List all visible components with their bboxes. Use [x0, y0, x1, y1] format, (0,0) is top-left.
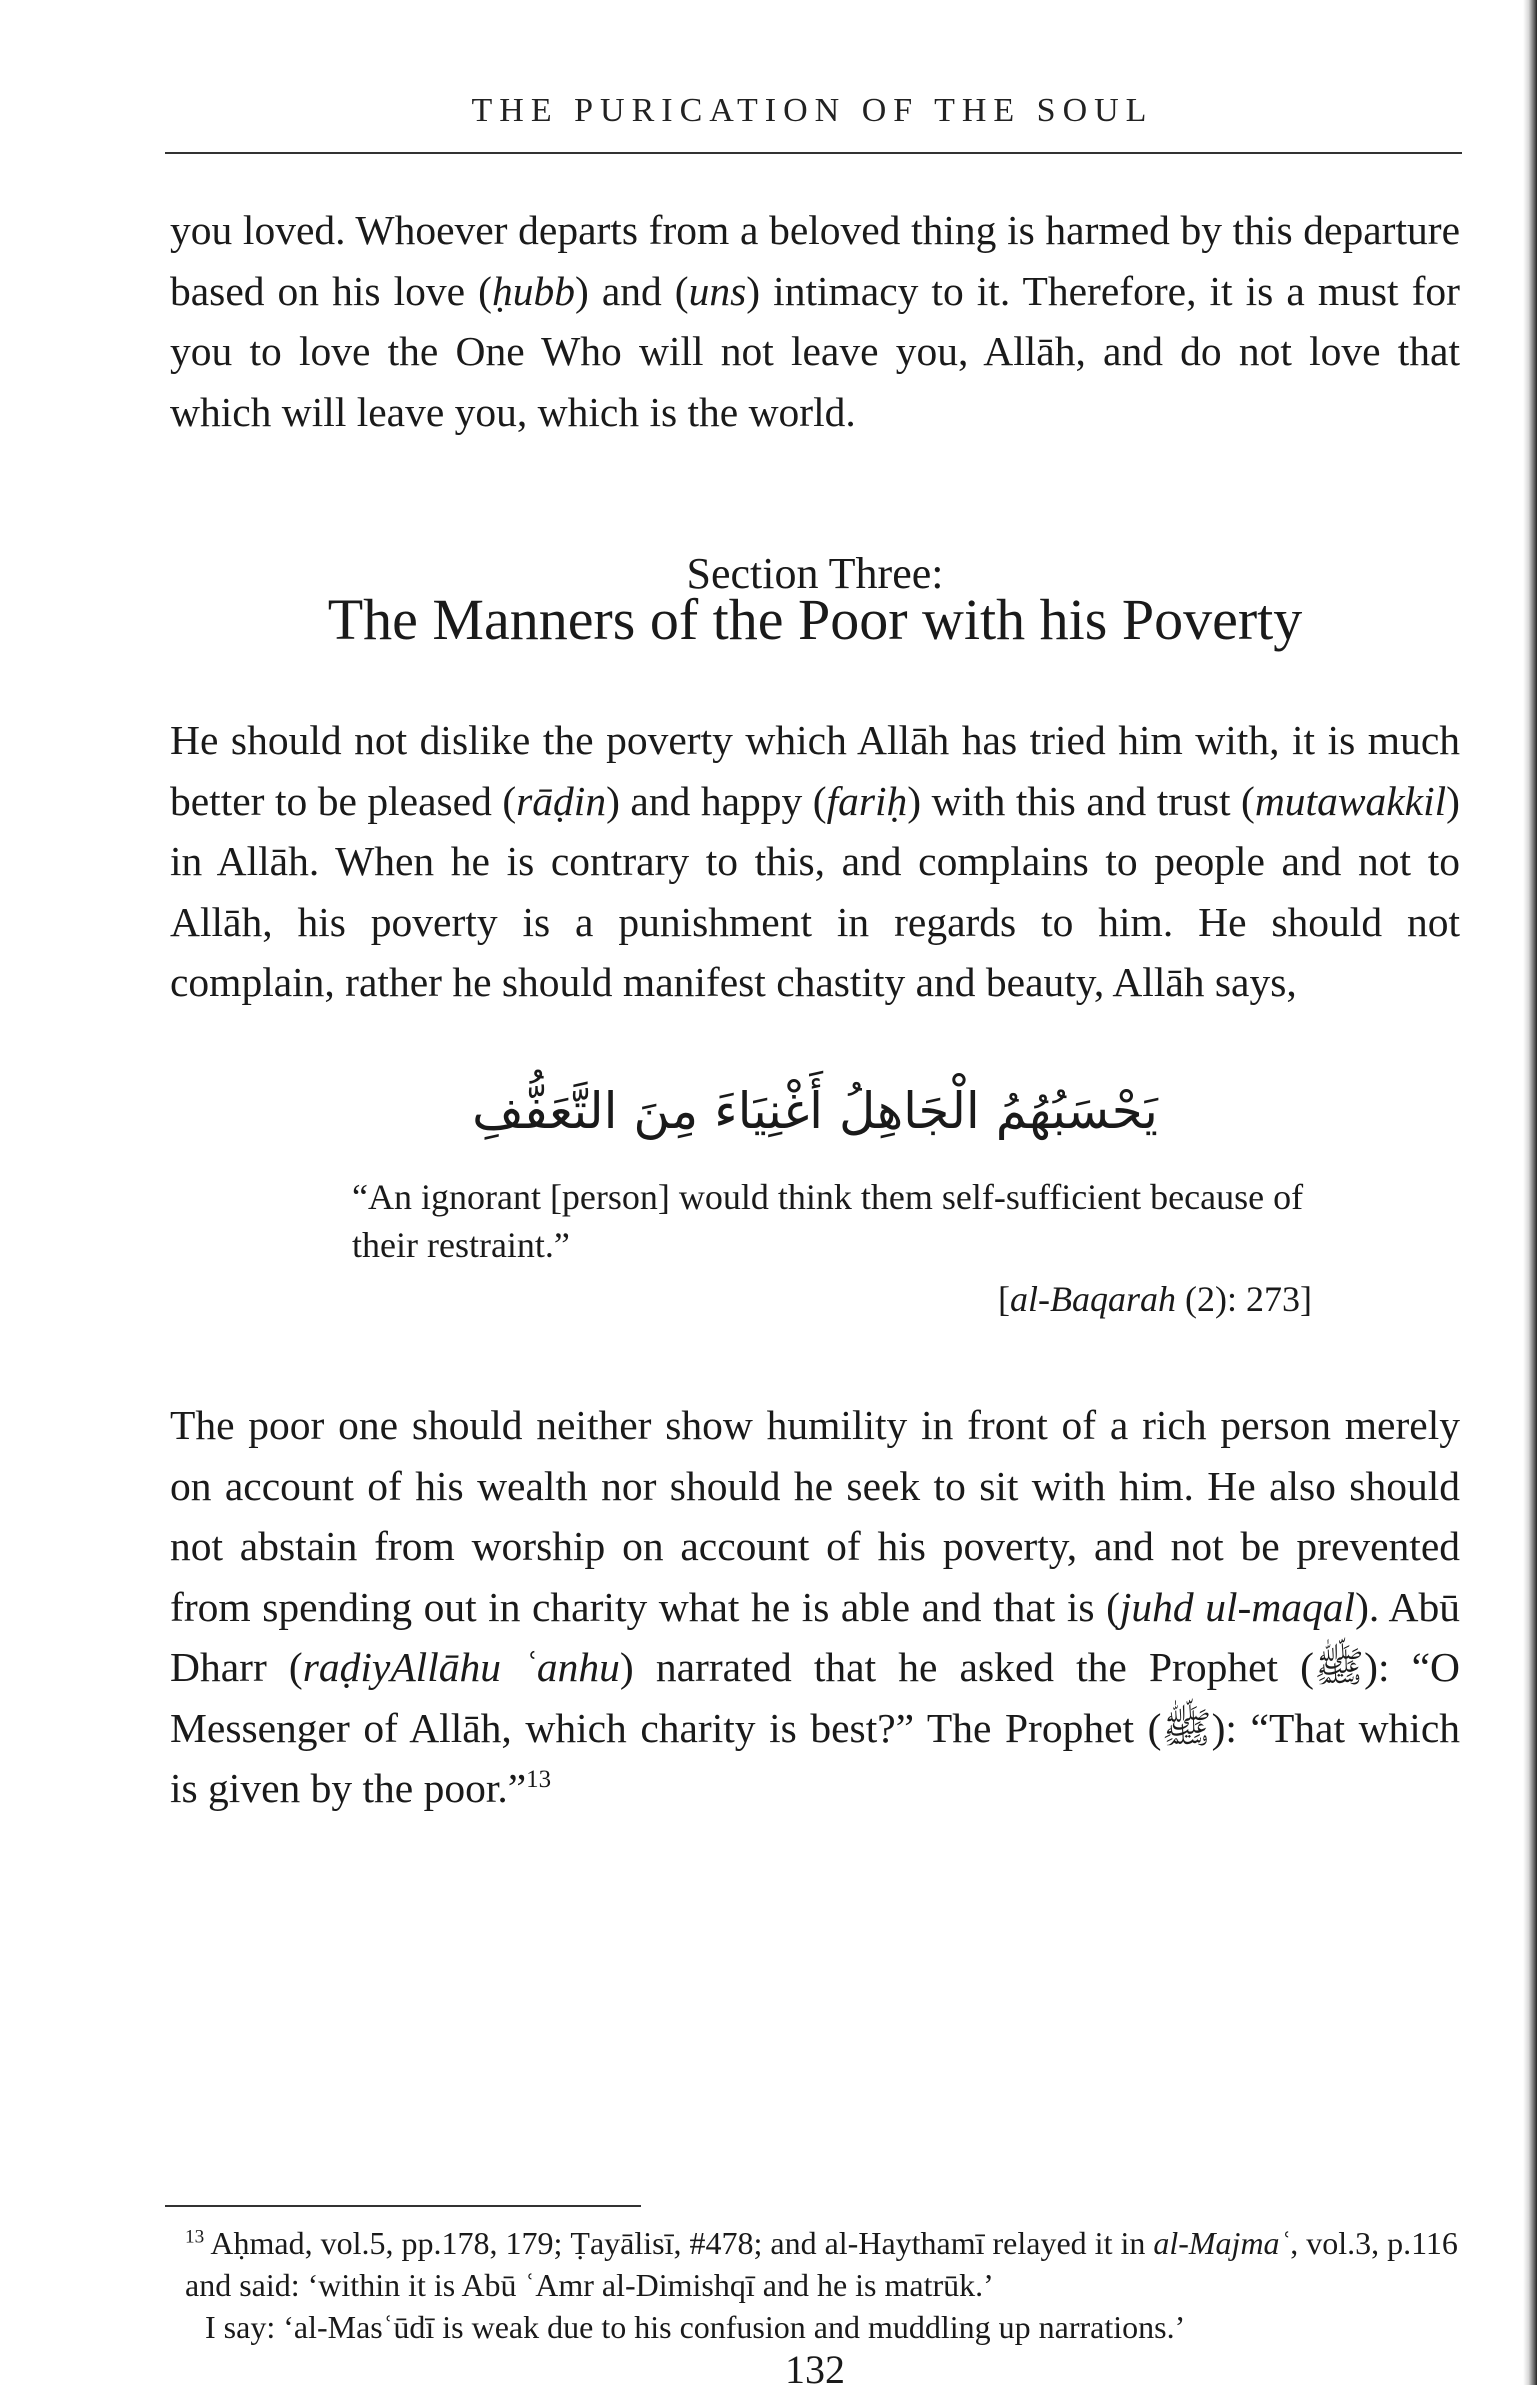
footnote-13-extra: I say: ‘al-Masʿūdī is weak due to his confusion and muddling up narrations.’: [205, 2309, 1186, 2345]
page-number: 132: [785, 2347, 845, 2392]
citation-source: al-Baqarah: [1010, 1279, 1177, 1319]
paragraph-1: [170, 200, 1460, 442]
italic-term: fariḥ: [826, 777, 908, 824]
header-rule: [165, 152, 1462, 154]
running-head: THE PURICATION OF THE SOUL: [471, 92, 1154, 129]
text-run: Aḥmad, vol.5, pp.178, 179; Ṭayālisī, #478; and al-Haythamī relayed it in: [204, 2225, 1154, 2261]
citation-reference: (2): 273]: [1185, 1279, 1312, 1319]
italic-term: rāḍin: [516, 777, 607, 824]
text-run: you loved. Whoever departs from a beloved thing is harmed by this departure based on his love (: [170, 207, 1460, 314]
italic-term: uns: [688, 267, 747, 314]
italic-term: ḥubb: [491, 267, 575, 314]
text-run: The poor one should neither show humility in front of a rich person merely on account of his wealth nor should he seek to sit with him. He also should not abstain from worship on account of his poverty, and not be prevented from spending out in charity what he is able and that is (: [170, 1402, 1460, 1630]
text-run: , vol.3, p.116 and said: ‘within it is Abū ʿAmr al-Dimishqī and he is matrūk.’: [185, 2225, 1458, 2303]
paragraph-3: [170, 1395, 1460, 1819]
citation-open: [: [998, 1279, 1011, 1319]
footnote-13: [185, 2222, 1460, 2306]
italic-term: al-Majmaʿ: [1153, 2225, 1291, 2261]
text-run: He should not dislike the poverty which Allāh has tried him with, it is much better to be pleased (: [170, 717, 1460, 824]
italic-term: mutawakkil: [1254, 777, 1447, 824]
text-run: ) and (: [574, 267, 689, 314]
verse-translation: “An ignorant [person] would think them self-sufficient because of their restraint.”: [352, 1177, 1304, 1265]
footnote-text: [185, 2225, 1458, 2303]
italic-term: juhd ul-maqal: [1119, 1583, 1356, 1630]
page-edge-shadow: [1523, 0, 1537, 2385]
footnote-marker: 13: [526, 1766, 552, 1794]
footnote-rule: [165, 2205, 641, 2207]
footnote-number: 13: [185, 2226, 205, 2248]
text-run: ) intimacy to it. Therefore, it is a must for you to love the One Who will not leave you, Allāh, and do not love that which will leave you, which is the world.: [170, 267, 1461, 435]
quran-verse-arabic: يَحْسَبُهُمُ الْجَاهِلُ أَغْنِيَاءَ مِنَ التَّعَفُّفِ: [472, 1082, 1158, 1140]
section-label: Section Three:: [686, 549, 944, 598]
text-run: ) and happy (: [606, 777, 827, 824]
section-title: The Manners of the Poor with his Poverty: [327, 587, 1303, 652]
footnotes: [185, 2222, 1460, 2348]
italic-term: raḍiyAllāhu ʿanhu: [302, 1644, 620, 1690]
verse-citation: [900, 1278, 1312, 1320]
text-run: ) in Allāh. When he is contrary to this, and complains to people and not to Allāh, his poverty is a punishment in regards to him. He should not complain, rather he should manifest chastity and beauty, Allāh says,: [170, 777, 1460, 1005]
text-run: ) with this and trust (: [907, 777, 1255, 824]
text-run: ). Abū Dharr (: [170, 1583, 1460, 1690]
paragraph-2: [170, 710, 1460, 1013]
text-run: ) narrated that he asked the Prophet (ﷺ): “O Messenger of Allāh, which charity is best?” The Prophet (ﷺ): “That which is given by the poor.”: [170, 1644, 1460, 1811]
